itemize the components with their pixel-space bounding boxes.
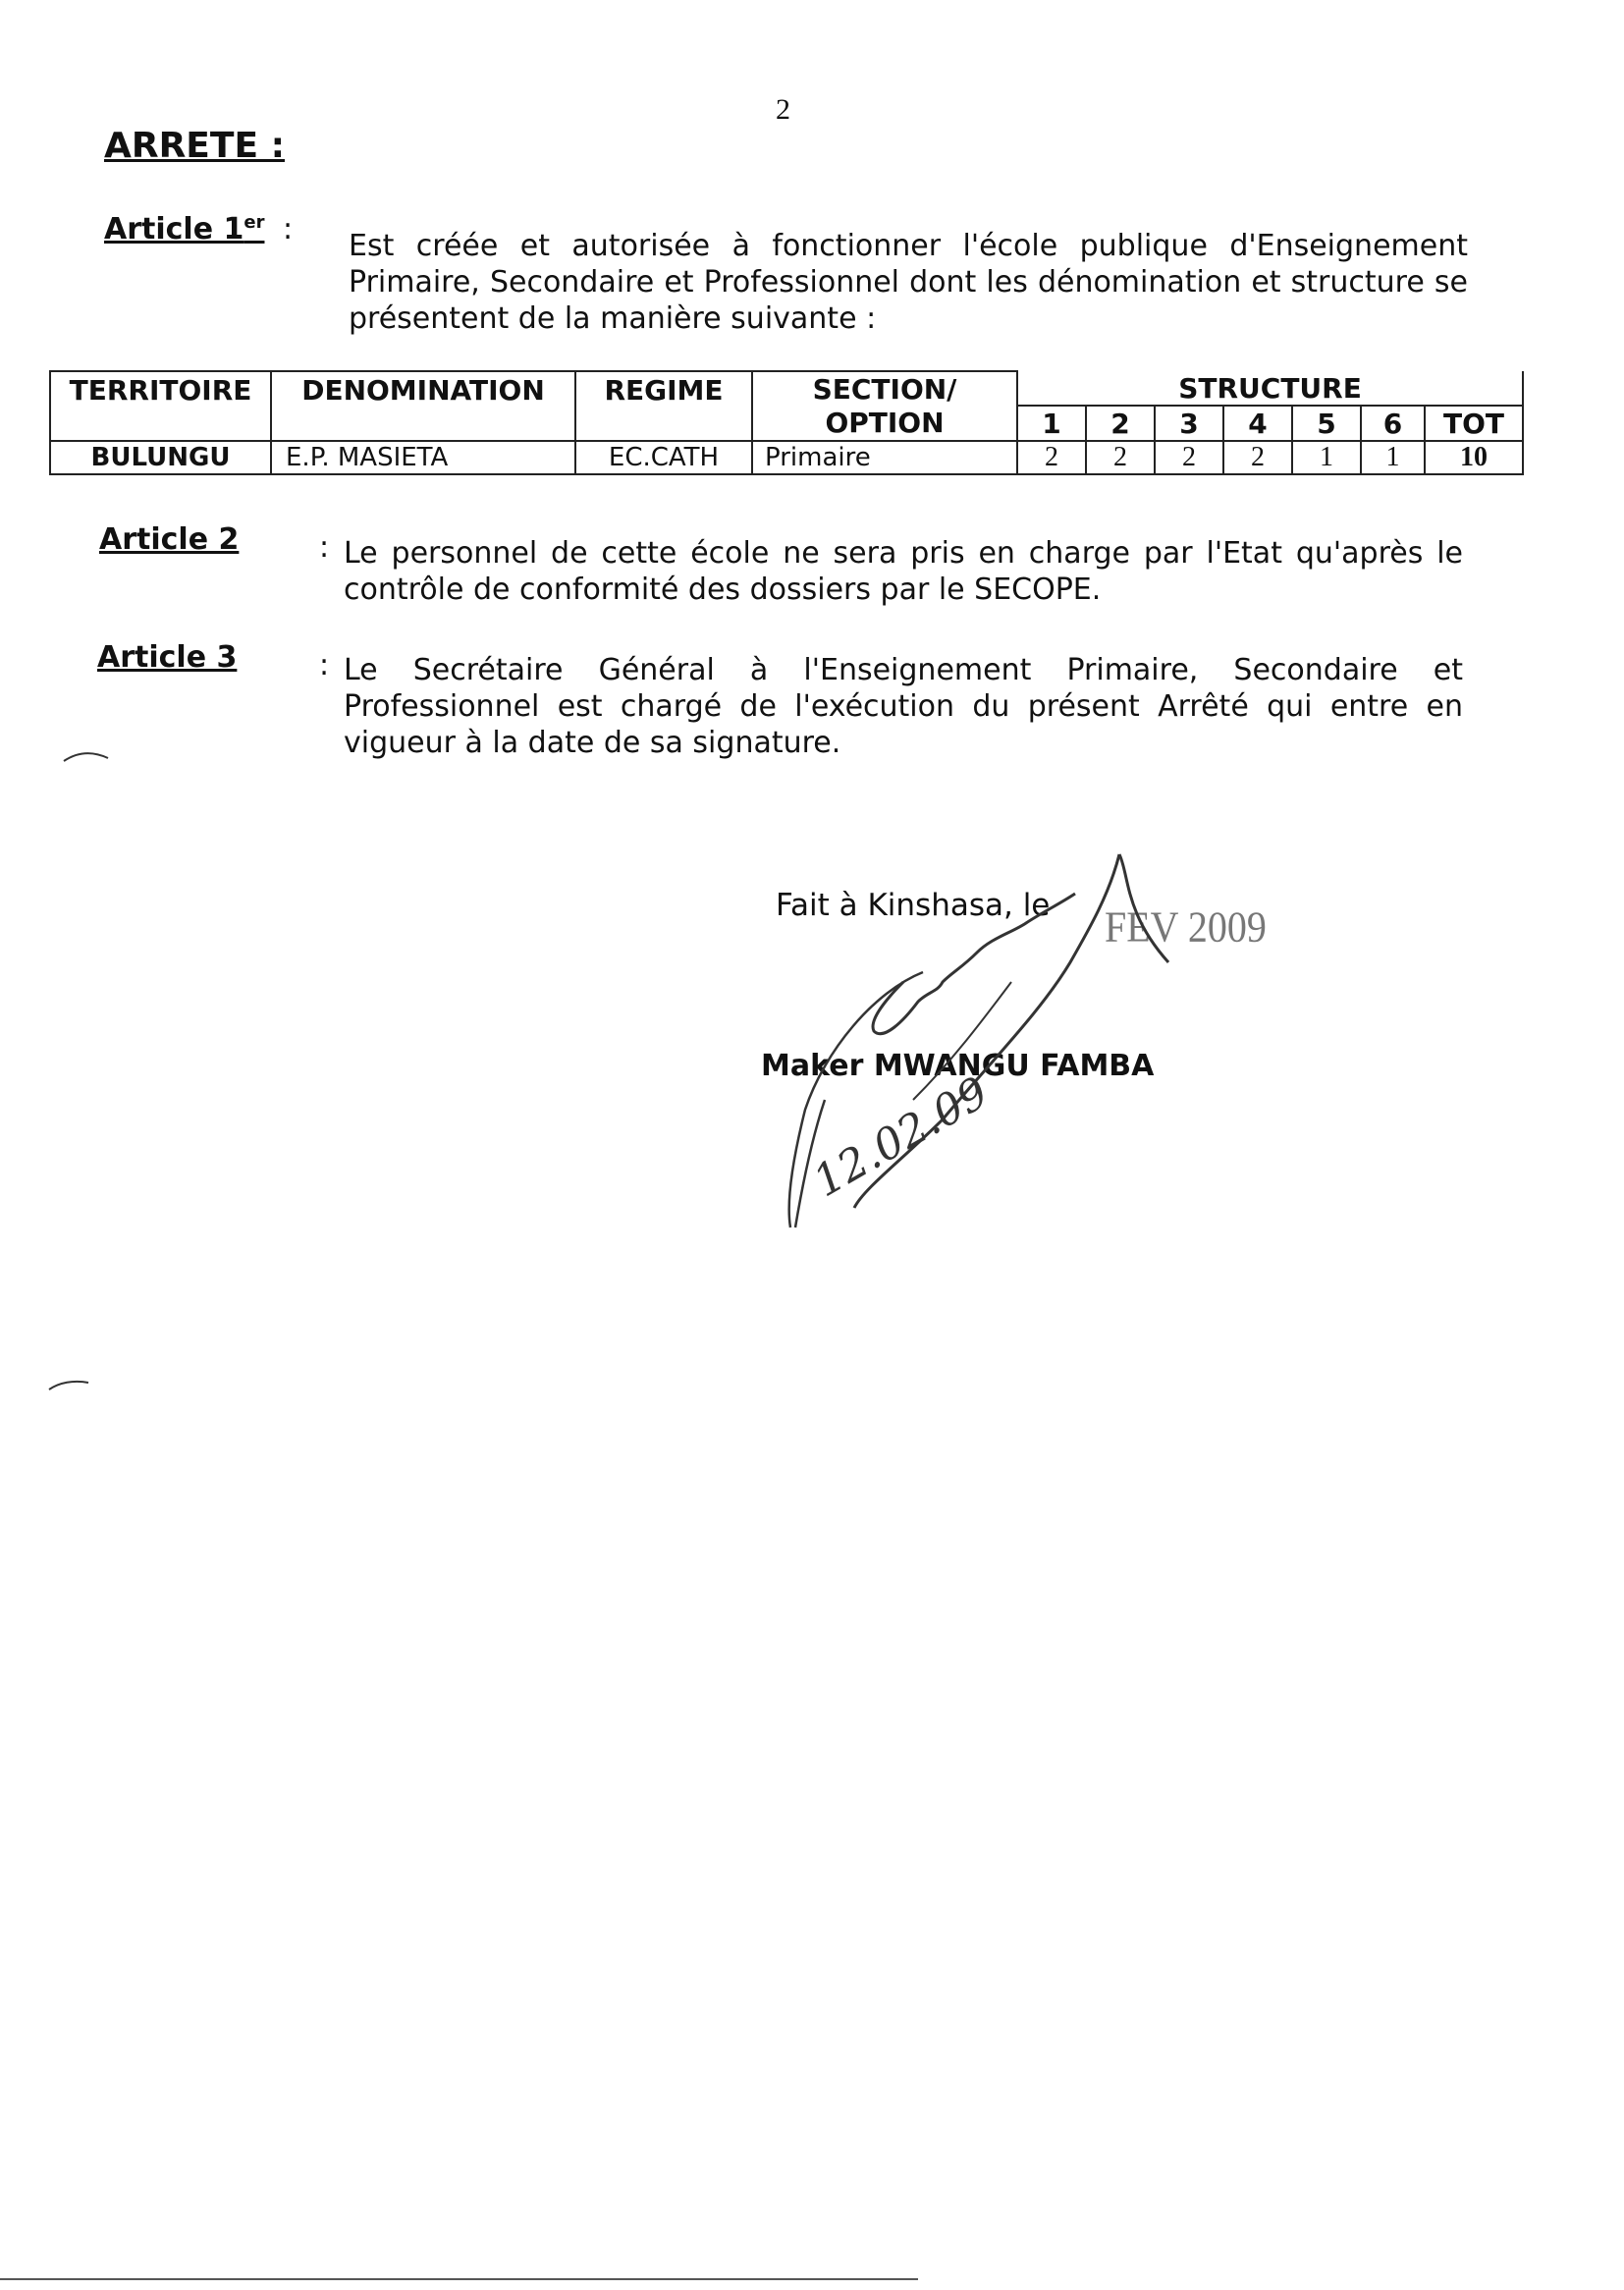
- header-denomination: DENOMINATION: [271, 371, 575, 441]
- date-stamp: FEV 2009: [1105, 901, 1267, 952]
- cell-structure-1: 2: [1017, 441, 1086, 474]
- handwritten-signature: [766, 835, 1198, 1296]
- cell-section: Primaire: [752, 441, 1017, 474]
- cell-structure-4: 2: [1223, 441, 1292, 474]
- article-3-text: Le Secrétaire Général à l'Enseignement Primaire, Secondaire et Professionnel est chargé de l'exécution du présent Arrêté qui entre en vigueur à la date de sa signature.: [344, 653, 1463, 760]
- article-2-text: Le personnel de cette école ne sera pris en charge par l'Etat qu'après le contrôle de conformité des dossiers par le SECOPE.: [344, 536, 1463, 607]
- article-2-colon: :: [319, 530, 330, 565]
- page-number: 2: [776, 93, 790, 126]
- scan-mark: [44, 1375, 93, 1394]
- article-3-colon: :: [319, 648, 330, 682]
- table-row: [50, 441, 1523, 474]
- header-structure: STRUCTURE: [1017, 371, 1523, 406]
- structure-col-2: 2: [1086, 406, 1155, 441]
- article-1-label: [104, 212, 264, 246]
- handwritten-date: 12.02.09: [805, 1067, 998, 1208]
- header-regime: REGIME: [575, 371, 752, 441]
- structure-col-5: 5: [1292, 406, 1361, 441]
- header-territoire: TERRITOIRE: [50, 371, 271, 441]
- structure-col-1: 1: [1017, 406, 1086, 441]
- structure-col-3: 3: [1155, 406, 1223, 441]
- cell-denomination: E.P. MASIETA: [271, 441, 575, 474]
- article-1-text: Est créée et autorisée à fonctionner l'école publique d'Enseignement Primaire, Secondaire et Professionnel dont les dénomination et structure se présentent de la manière suivante :: [349, 229, 1468, 336]
- header-section-line1: SECTION/: [812, 372, 957, 406]
- header-section-line2: OPTION: [825, 406, 945, 439]
- cell-regime: EC.CATH: [575, 441, 752, 474]
- article-3-label: Article 3: [97, 640, 238, 675]
- signer-name: Maker MWANGU FAMBA: [761, 1049, 1155, 1083]
- cell-structure-3: 2: [1155, 441, 1223, 474]
- structure-col-tot: TOT: [1425, 406, 1523, 441]
- page-title: ARRETE :: [104, 126, 285, 166]
- article-1-label-sup: er: [244, 212, 265, 233]
- structure-col-4: 4: [1223, 406, 1292, 441]
- header-section-option: [752, 371, 1017, 441]
- article-2-label: Article 2: [99, 522, 240, 557]
- place-date-text: Fait à Kinshasa, le: [776, 888, 1051, 923]
- cell-structure-2: 2: [1086, 441, 1155, 474]
- cell-structure-tot: 10: [1425, 441, 1523, 474]
- article-1-colon: :: [283, 212, 294, 246]
- cell-structure-5: 1: [1292, 441, 1361, 474]
- cell-structure-6: 1: [1361, 441, 1425, 474]
- article-1-label-text: Article 1: [104, 212, 244, 246]
- structure-col-6: 6: [1361, 406, 1425, 441]
- scan-mark: [59, 746, 118, 766]
- page-bottom-rule: [0, 2278, 918, 2280]
- cell-territoire: BULUNGU: [50, 441, 271, 474]
- structure-table: [49, 370, 1524, 475]
